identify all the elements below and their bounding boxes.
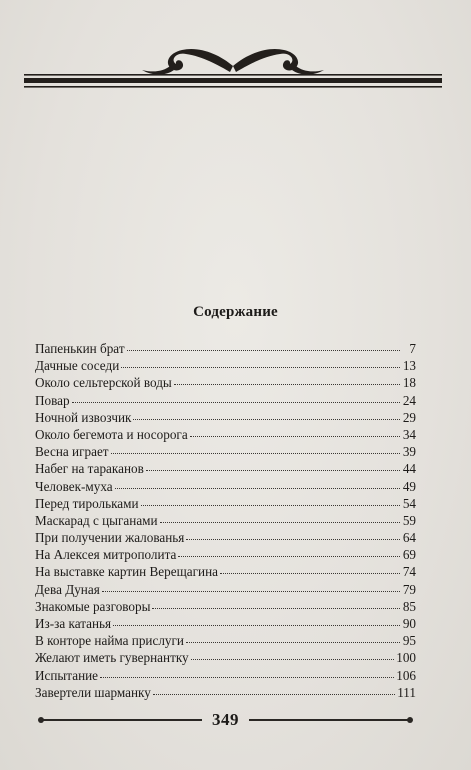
rule-thick [24, 78, 442, 83]
page-number: 349 [212, 710, 239, 729]
toc-dot-leader [174, 374, 400, 385]
toc-entry-page: 59 [402, 512, 416, 528]
toc-entry-title: Маскарад с цыганами [35, 512, 158, 528]
ornament-scroll-left [142, 49, 233, 75]
toc-entry[interactable] [35, 340, 416, 357]
toc-entry-title: При получении жалованья [35, 530, 185, 546]
toc-entry-title: Из-за катанья [35, 616, 112, 631]
page-footer [35, 710, 416, 730]
toc-entry-page: 106 [396, 667, 416, 683]
toc-dot-leader [152, 598, 400, 609]
toc-entry-page: 44 [402, 461, 416, 477]
toc-dot-leader [121, 357, 400, 368]
toc-entry-title: Набег на тараканов [35, 461, 144, 477]
contents-heading: Содержание [193, 304, 278, 320]
toc-entry-page: 85 [402, 598, 416, 614]
toc-dot-leader [220, 563, 400, 574]
toc-entry[interactable] [35, 460, 416, 477]
toc-dot-leader [111, 443, 400, 454]
toc-entry-page: 7 [409, 341, 416, 356]
toc-entry[interactable] [35, 581, 416, 598]
toc-entry-page: 74 [402, 564, 416, 580]
toc-dot-leader [100, 667, 394, 678]
toc-dot-leader [186, 529, 400, 540]
table-of-contents [35, 340, 416, 701]
toc-entry-title: Дева Дуная [35, 581, 100, 597]
toc-dot-leader [146, 460, 400, 471]
toc-dot-leader [160, 512, 400, 523]
toc-dot-leader [190, 426, 400, 437]
toc-entry[interactable] [35, 684, 416, 701]
toc-entry[interactable] [35, 374, 416, 391]
toc-entry-title: Испытание [35, 667, 99, 683]
toc-entry[interactable] [35, 426, 416, 443]
toc-entry-title: Повар [35, 392, 70, 408]
toc-entry-title: На выставке картин Верещагина [35, 564, 218, 580]
toc-entry-title: Около сельтерской воды [35, 375, 172, 391]
toc-dot-leader [178, 546, 400, 557]
rule-thin-bottom [24, 86, 442, 88]
toc-entry[interactable] [35, 478, 416, 495]
toc-entry-page: 39 [402, 444, 416, 460]
toc-entry-title: Около бегемота и носорога [35, 426, 188, 442]
toc-entry-title: Дачные соседи [35, 358, 120, 374]
toc-entry-title: Желают иметь гувернантку [35, 650, 189, 666]
toc-entry[interactable] [35, 529, 416, 546]
toc-entry-title: Завертели шарманку [35, 684, 151, 700]
toc-entry-title: Папенькин брат [35, 341, 125, 356]
toc-entry[interactable] [35, 615, 416, 632]
ornament-scroll-right [233, 49, 324, 75]
toc-dot-leader [127, 340, 400, 351]
toc-entry[interactable] [35, 495, 416, 512]
toc-dot-leader [153, 684, 395, 695]
toc-dot-leader [141, 495, 400, 506]
toc-dot-leader [133, 409, 400, 420]
toc-entry[interactable] [35, 546, 416, 563]
toc-entry-page: 64 [402, 530, 416, 546]
toc-dot-leader [113, 615, 400, 626]
toc-entry-title: В конторе найма прислуги [35, 633, 184, 649]
toc-entry-page: 95 [402, 633, 416, 649]
toc-entry-title: Знакомые разговоры [35, 598, 151, 614]
toc-dot-leader [102, 581, 400, 592]
toc-entry-page: 24 [402, 392, 416, 408]
toc-entry[interactable] [35, 598, 416, 615]
toc-entry[interactable] [35, 563, 416, 580]
toc-entry-page: 54 [402, 495, 416, 511]
toc-entry-page: 90 [402, 616, 416, 631]
toc-entry-page: 34 [402, 426, 416, 442]
toc-entry[interactable] [35, 667, 416, 684]
toc-entry[interactable] [35, 392, 416, 409]
toc-entry[interactable] [35, 632, 416, 649]
toc-dot-leader [191, 649, 395, 660]
footer-rule-right [249, 719, 410, 721]
toc-entry-page: 111 [397, 684, 416, 700]
toc-entry[interactable] [35, 649, 416, 666]
toc-entry-page: 49 [402, 478, 416, 494]
toc-entry[interactable] [35, 443, 416, 460]
rule-thin-top [24, 74, 442, 76]
toc-entry-title: Человек-муха [35, 478, 113, 494]
toc-entry[interactable] [35, 409, 416, 426]
footer-rule-left [41, 719, 202, 721]
toc-dot-leader [186, 632, 400, 643]
toc-entry-page: 100 [396, 650, 416, 666]
toc-entry-page: 29 [402, 409, 416, 425]
toc-entry-page: 69 [402, 547, 416, 563]
toc-entry-title: На Алексея митрополита [35, 547, 177, 563]
toc-entry-title: Перед тирольками [35, 495, 139, 511]
toc-entry[interactable] [35, 512, 416, 529]
toc-entry-page: 79 [402, 581, 416, 597]
toc-dot-leader [72, 392, 400, 403]
toc-entry-page: 13 [402, 358, 416, 374]
toc-dot-leader [115, 478, 400, 489]
toc-entry[interactable] [35, 357, 416, 374]
toc-entry-title: Весна играет [35, 444, 109, 460]
toc-entry-title: Ночной извозчик [35, 409, 132, 425]
header-ornament [24, 36, 442, 98]
toc-entry-page: 18 [402, 375, 416, 391]
